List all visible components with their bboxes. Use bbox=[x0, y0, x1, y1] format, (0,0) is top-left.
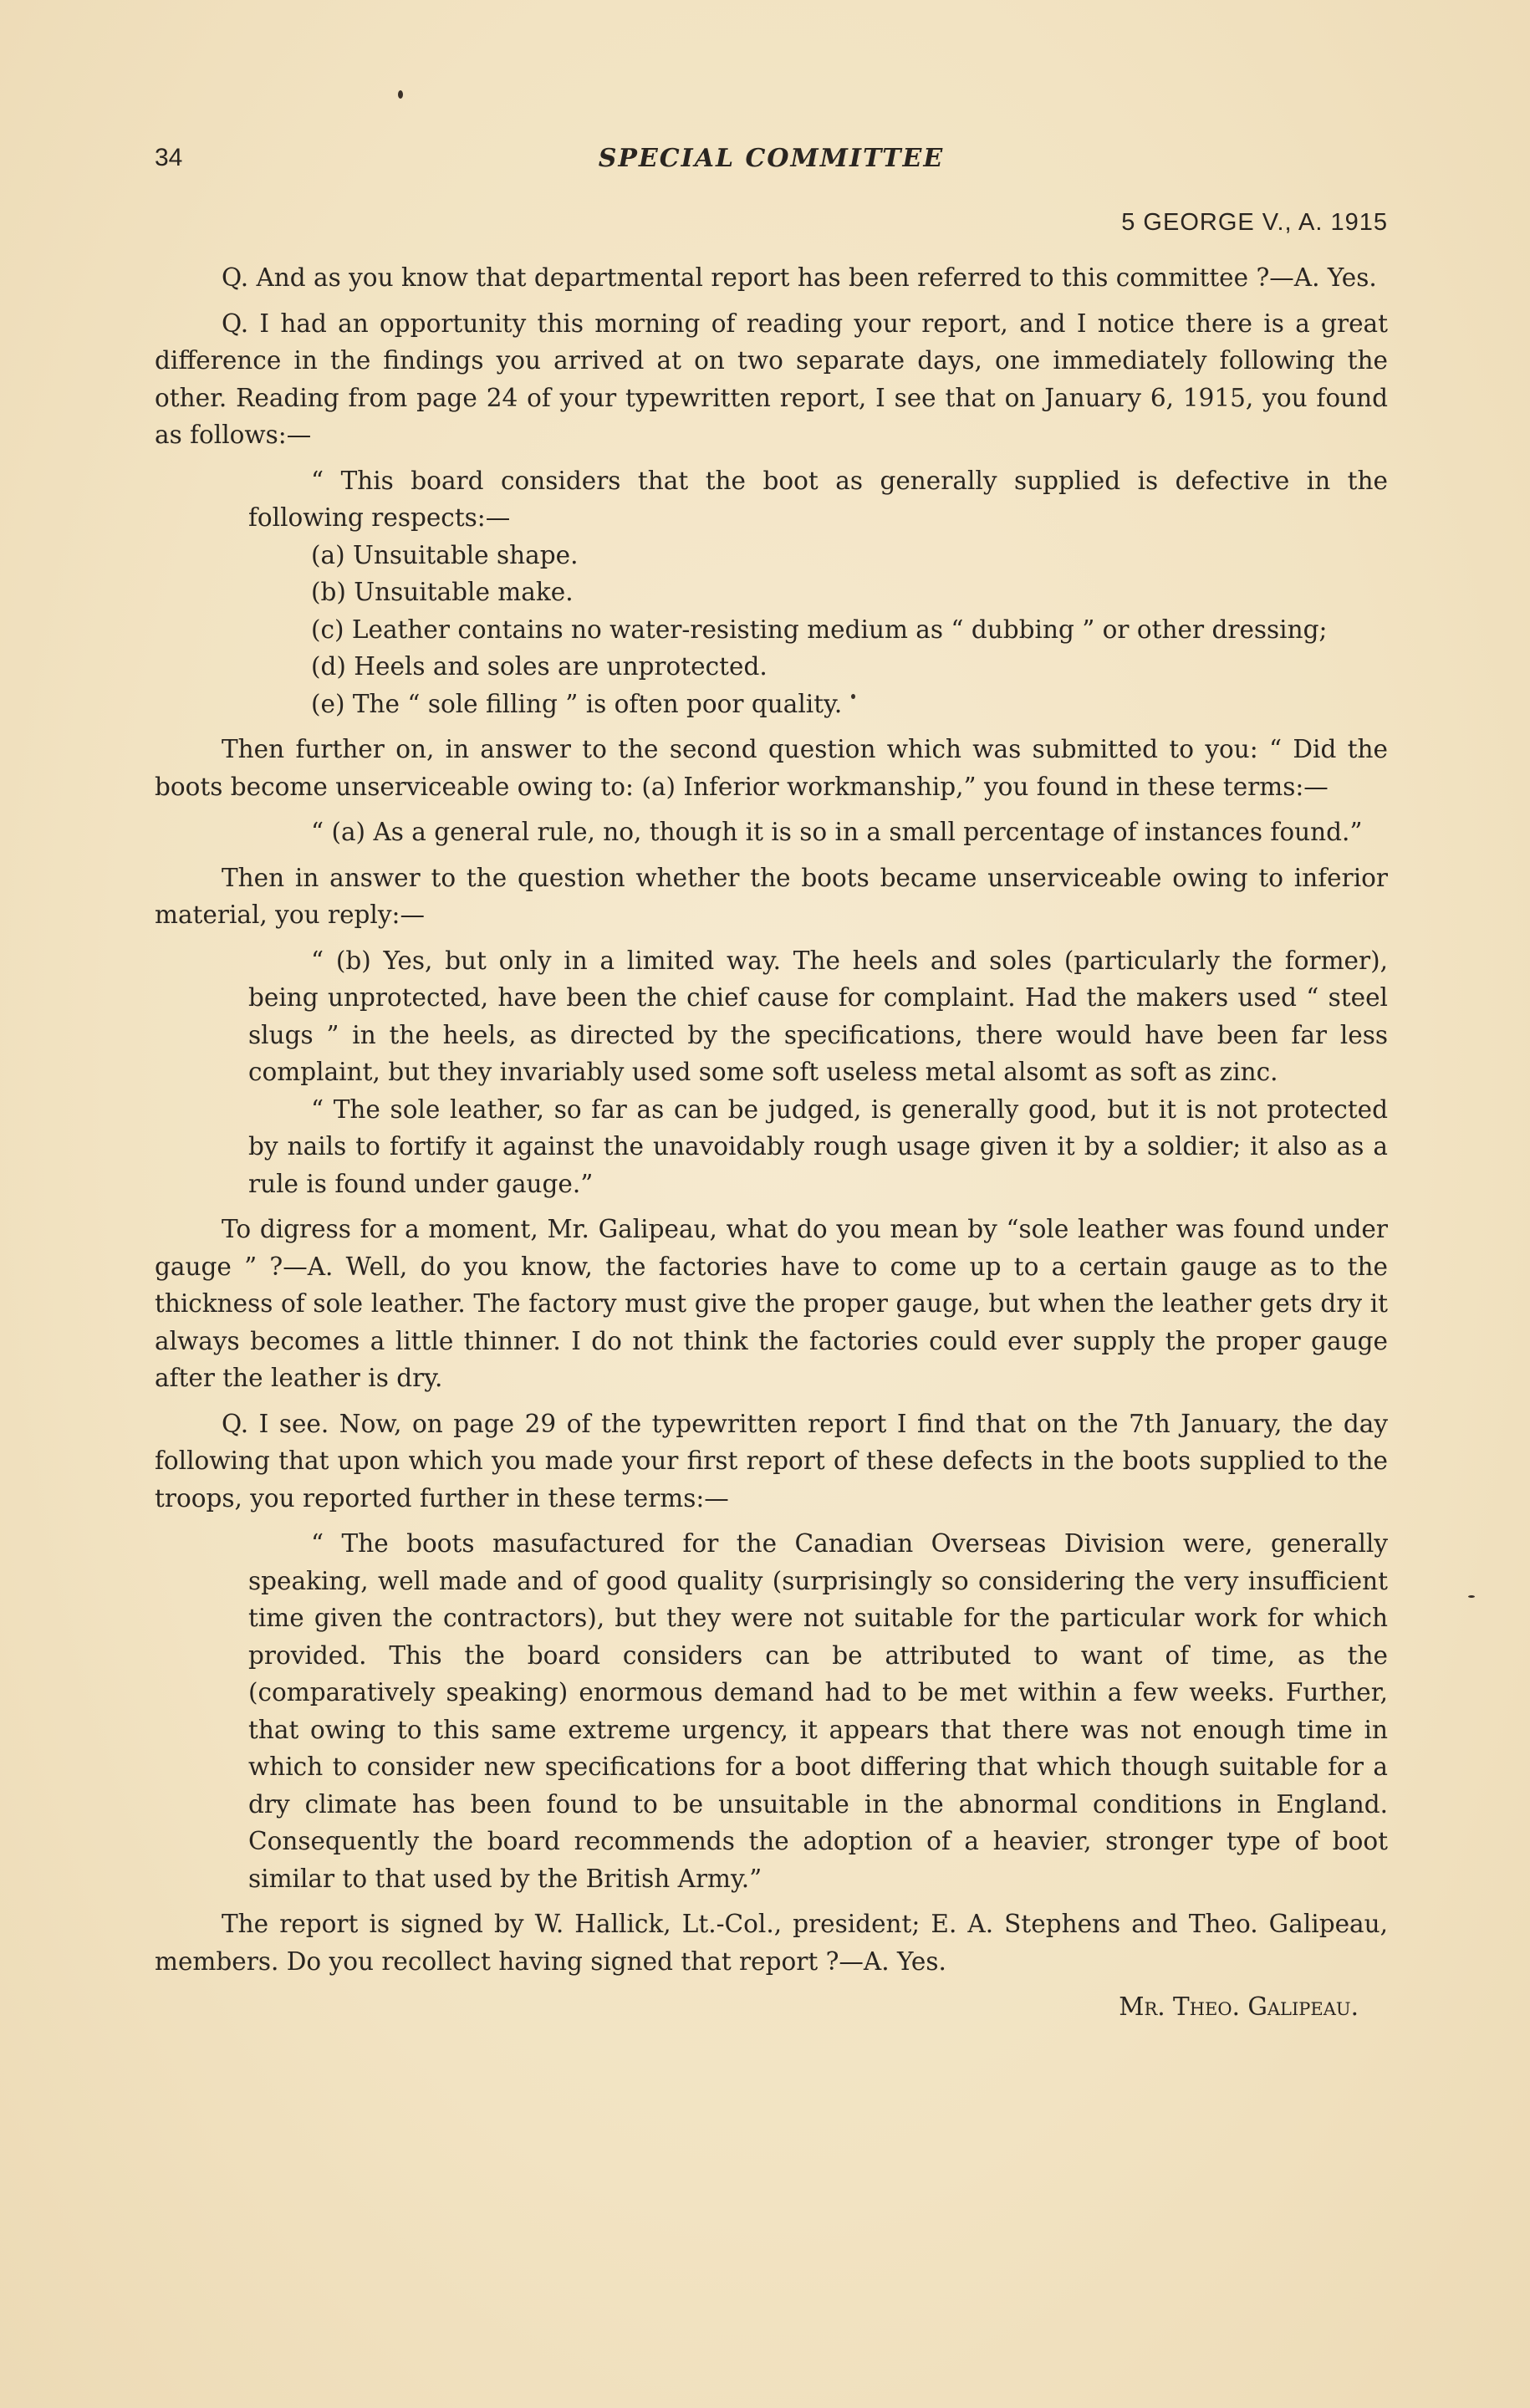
paragraph-4: Then in answer to the question whether the boots became unserviceable owing to inferior material, you reply:— bbox=[155, 863, 1388, 929]
page-header bbox=[155, 144, 1388, 177]
paragraph-7: The report is signed by W. Hallick, Lt.-Col., president; E. A. Stephens and Theo. Galipeau, members. Do you recollect having signed that report ?—A. Yes. bbox=[155, 1910, 1388, 1976]
quote-block-3 bbox=[155, 942, 1388, 1203]
quote-1-intro: “ This board considers that the boot as generally supplied is defective in the following respects:— bbox=[248, 466, 1388, 532]
running-head: SPECIAL COMMITTEE bbox=[598, 144, 945, 173]
quote-block-2 bbox=[155, 814, 1388, 851]
quote-1-item-d: (d) Heels and soles are unprotected. bbox=[311, 652, 768, 681]
session-line: 5 GEORGE V., A. 1915 bbox=[1121, 209, 1388, 236]
ink-speck bbox=[398, 90, 403, 99]
quote-1-item-e: (e) The “ sole filling ” is often poor quality. bbox=[311, 689, 843, 718]
quote-3-part-1: “ (b) Yes, but only in a limited way. The heels and soles (particularly the former), being unprotected, have been the chief cause for complaint. Had the makers used “ steel slugs ” in the heels, as directed by the specifications, there would have been far less complaint, but they invariably used some soft useless metal alsomt as soft as zinc. bbox=[248, 946, 1388, 1086]
signature-line bbox=[155, 1988, 1388, 2026]
quote-3-part-2: “ The sole leather, so far as can be judged, is generally good, but it is not protected by nails to fortify it against the unavoidably rough usage given it by a soldier; it also as a rule is found under gauge.” bbox=[248, 1094, 1388, 1198]
paragraph-3: Then further on, in answer to the second question which was submitted to you: “ Did the boots become unserviceable owing to: (a) Inferior workmanship,” you found in these terms:— bbox=[155, 735, 1388, 801]
paragraph-5: To digress for a moment, Mr. Galipeau, what do you mean by “sole leather was found under gauge ” ?—A. Well, do you know, the factories have to come up to a certain gauge as to the thickness of sole leather. The factory must give the proper gauge, but when the leather gets dry it always becomes a little thinner. I do not think the factories could ever supply the proper gauge after the leather is dry. bbox=[155, 1215, 1388, 1392]
ink-speck bbox=[851, 694, 855, 699]
quote-4: “ The boots masufactured for the Canadian Overseas Division were, generally speaking, well made and of good quality (surprisingly so considering the very insufficient time given the contractors), but they were not suitable for the particular work for which provided. This the board considers can be attributed to want of time, as the (comparatively speaking) enormous demand had to be met within a few weeks. Further, that owing to this same extreme urgency, it appears that there was not enough time in which to consider new specifications for a boot differing that which though suitable for a dry climate has been found to be unsuitable in the abnormal conditions in England. Consequently the board recommends the adoption of a heavier, stronger type of boot similar to that used by the British Army.” bbox=[248, 1529, 1388, 1893]
quote-2: “ (a) As a general rule, no, though it is so in a small percentage of instances found.” bbox=[311, 818, 1363, 846]
quote-1-item-c: (c) Leather contains no water-resisting medium as “ dubbing ” or other dressing; bbox=[311, 615, 1328, 644]
quote-1-item-a: (a) Unsuitable shape. bbox=[311, 540, 579, 569]
signature-text: Mr. Theo. Galipeau. bbox=[1119, 1992, 1359, 2021]
ink-speck bbox=[1468, 1595, 1475, 1598]
page-number: 34 bbox=[155, 144, 183, 171]
document-body bbox=[155, 259, 1388, 2026]
paragraph-2: Q. I had an opportunity this morning of reading your report, and I notice there is a great difference in the findings you arrived at on two separate days, one immediately following the other. Reading from page 24 of your typewritten report, I see that on January 6, 1915, you found as follows:— bbox=[155, 309, 1388, 449]
paragraph-6: Q. I see. Now, on page 29 of the typewritten report I find that on the 7th January, the day following that upon which you made your first report of these defects in the boots supplied to the troops, you reported further in these terms:— bbox=[155, 1409, 1388, 1513]
quote-block-1 bbox=[155, 462, 1388, 723]
quote-1-item-b: (b) Unsuitable make. bbox=[311, 578, 574, 606]
paragraph-1: Q. And as you know that departmental report has been referred to this committee ?—A. Yes. bbox=[222, 263, 1377, 292]
quote-block-4 bbox=[155, 1525, 1388, 1897]
